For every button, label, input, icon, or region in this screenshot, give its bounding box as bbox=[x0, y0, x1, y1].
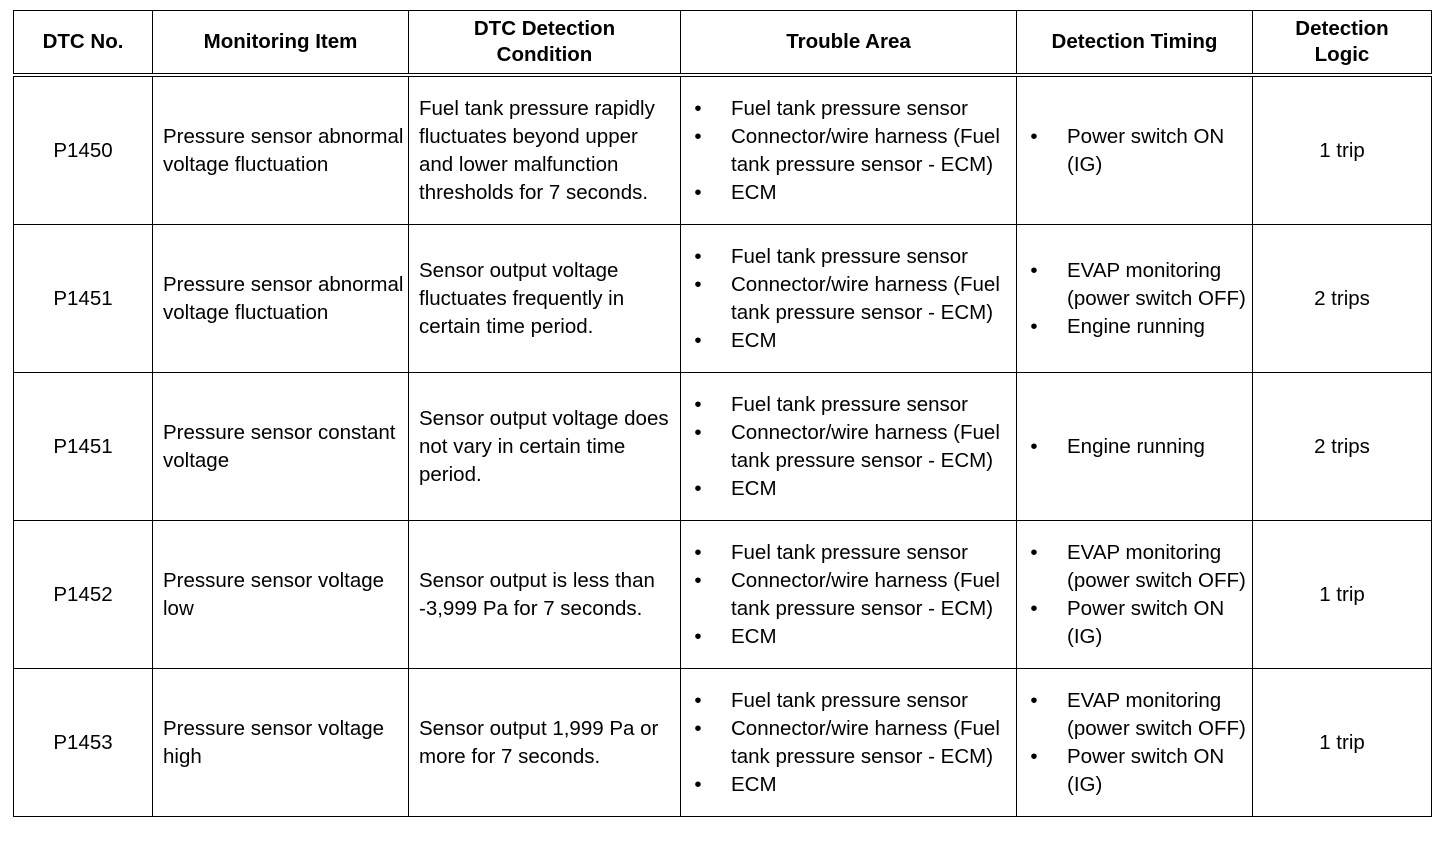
detection-timing-item: EVAP monitoring (power switch OFF) bbox=[1067, 258, 1246, 310]
detection-timing-item: EVAP monitoring (power switch OFF) bbox=[1067, 688, 1246, 740]
bullet-icon: • bbox=[1030, 540, 1038, 564]
detection-timing-list bbox=[1017, 257, 1252, 341]
trouble-area-item: Fuel tank pressure sensor bbox=[731, 688, 969, 712]
bullet-icon: • bbox=[1030, 744, 1038, 768]
bullet-icon: • bbox=[1030, 688, 1038, 712]
table-body bbox=[14, 75, 1432, 817]
detection-timing-list bbox=[1017, 123, 1252, 179]
bullet-icon: • bbox=[694, 392, 702, 416]
list-item bbox=[681, 243, 1016, 271]
detection-logic: 1 trip bbox=[1253, 75, 1432, 225]
detection-condition: Sensor output 1,999 Pa or more for 7 seconds. bbox=[409, 669, 681, 817]
table-row bbox=[14, 75, 1432, 225]
bullet-icon: • bbox=[694, 244, 702, 268]
detection-timing-item: Power switch ON (IG) bbox=[1067, 596, 1225, 648]
list-item bbox=[681, 687, 1016, 715]
trouble-area bbox=[681, 225, 1017, 373]
trouble-area bbox=[681, 521, 1017, 669]
trouble-area-item: Fuel tank pressure sensor bbox=[731, 392, 969, 416]
dtc-code: P1453 bbox=[14, 669, 153, 817]
dtc-table bbox=[13, 10, 1432, 817]
bullet-icon: • bbox=[694, 96, 702, 120]
trouble-area-item: Fuel tank pressure sensor bbox=[731, 540, 969, 564]
trouble-area-item: Connector/wire harness (Fuel tank pressure sensor - ECM) bbox=[731, 272, 1000, 324]
bullet-icon: • bbox=[694, 624, 702, 648]
header-dtc-no: DTC No. bbox=[14, 11, 153, 76]
detection-timing bbox=[1017, 225, 1253, 373]
list-item bbox=[681, 391, 1016, 419]
detection-condition: Sensor output is less than -3,999 Pa for 7 seconds. bbox=[409, 521, 681, 669]
header-detection-condition-label: DTC Detection Condition bbox=[473, 17, 616, 66]
table-row bbox=[14, 225, 1432, 373]
detection-timing-item: Engine running bbox=[1067, 434, 1205, 458]
list-item bbox=[681, 539, 1016, 567]
table-header bbox=[14, 11, 1432, 76]
bullet-icon: • bbox=[694, 772, 702, 796]
list-item bbox=[1017, 433, 1252, 461]
detection-timing bbox=[1017, 373, 1253, 521]
list-item bbox=[1017, 687, 1252, 743]
detection-timing bbox=[1017, 669, 1253, 817]
bullet-icon: • bbox=[694, 568, 702, 592]
monitoring-item: Pressure sensor voltage high bbox=[153, 669, 409, 817]
list-item bbox=[1017, 595, 1252, 651]
list-item bbox=[681, 475, 1016, 503]
trouble-area bbox=[681, 669, 1017, 817]
list-item bbox=[681, 271, 1016, 327]
dtc-code: P1450 bbox=[14, 75, 153, 225]
trouble-area-item: ECM bbox=[731, 772, 777, 796]
trouble-area-list bbox=[681, 95, 1016, 207]
detection-timing-list bbox=[1017, 687, 1252, 799]
header-detection-condition bbox=[409, 11, 681, 76]
dtc-code: P1451 bbox=[14, 225, 153, 373]
dtc-code: P1451 bbox=[14, 373, 153, 521]
monitoring-item: Pressure sensor constant voltage bbox=[153, 373, 409, 521]
detection-timing-item: Power switch ON (IG) bbox=[1067, 744, 1225, 796]
bullet-icon: • bbox=[694, 540, 702, 564]
header-detection-logic-label: Detection Logic bbox=[1295, 17, 1389, 66]
bullet-icon: • bbox=[1030, 124, 1038, 148]
trouble-area bbox=[681, 75, 1017, 225]
header-detection-logic bbox=[1253, 11, 1432, 76]
bullet-icon: • bbox=[1030, 434, 1038, 458]
list-item bbox=[1017, 313, 1252, 341]
trouble-area-item: ECM bbox=[731, 624, 777, 648]
table-row bbox=[14, 373, 1432, 521]
detection-timing-list bbox=[1017, 539, 1252, 651]
list-item bbox=[1017, 743, 1252, 799]
trouble-area-list bbox=[681, 539, 1016, 651]
list-item bbox=[1017, 539, 1252, 595]
header-detection-timing: Detection Timing bbox=[1017, 11, 1253, 76]
list-item bbox=[681, 567, 1016, 623]
trouble-area-item: Fuel tank pressure sensor bbox=[731, 96, 969, 120]
trouble-area-list bbox=[681, 391, 1016, 503]
trouble-area-item: Connector/wire harness (Fuel tank pressure sensor - ECM) bbox=[731, 568, 1000, 620]
detection-logic: 1 trip bbox=[1253, 521, 1432, 669]
trouble-area bbox=[681, 373, 1017, 521]
bullet-icon: • bbox=[694, 124, 702, 148]
bullet-icon: • bbox=[694, 716, 702, 740]
trouble-area-item: Connector/wire harness (Fuel tank pressure sensor - ECM) bbox=[731, 124, 1000, 176]
detection-timing-list bbox=[1017, 433, 1252, 461]
trouble-area-item: Fuel tank pressure sensor bbox=[731, 244, 969, 268]
bullet-icon: • bbox=[694, 180, 702, 204]
detection-logic: 2 trips bbox=[1253, 225, 1432, 373]
detection-timing bbox=[1017, 521, 1253, 669]
trouble-area-item: ECM bbox=[731, 328, 777, 352]
trouble-area-item: ECM bbox=[731, 476, 777, 500]
monitoring-item: Pressure sensor abnormal voltage fluctuation bbox=[153, 75, 409, 225]
trouble-area-list bbox=[681, 687, 1016, 799]
list-item bbox=[681, 771, 1016, 799]
list-item bbox=[681, 123, 1016, 179]
list-item bbox=[681, 327, 1016, 355]
monitoring-item: Pressure sensor voltage low bbox=[153, 521, 409, 669]
list-item bbox=[681, 95, 1016, 123]
bullet-icon: • bbox=[694, 328, 702, 352]
bullet-icon: • bbox=[1030, 314, 1038, 338]
detection-logic: 1 trip bbox=[1253, 669, 1432, 817]
dtc-code: P1452 bbox=[14, 521, 153, 669]
trouble-area-list bbox=[681, 243, 1016, 355]
header-row bbox=[14, 11, 1432, 76]
bullet-icon: • bbox=[694, 476, 702, 500]
bullet-icon: • bbox=[694, 688, 702, 712]
bullet-icon: • bbox=[1030, 596, 1038, 620]
detection-condition: Sensor output voltage does not vary in certain time period. bbox=[409, 373, 681, 521]
bullet-icon: • bbox=[1030, 258, 1038, 282]
header-trouble-area: Trouble Area bbox=[681, 11, 1017, 76]
list-item bbox=[681, 419, 1016, 475]
detection-timing-item: Power switch ON (IG) bbox=[1067, 124, 1225, 176]
trouble-area-item: ECM bbox=[731, 180, 777, 204]
table-row bbox=[14, 669, 1432, 817]
detection-logic: 2 trips bbox=[1253, 373, 1432, 521]
monitoring-item: Pressure sensor abnormal voltage fluctuation bbox=[153, 225, 409, 373]
table-row bbox=[14, 521, 1432, 669]
list-item bbox=[681, 623, 1016, 651]
detection-condition: Sensor output voltage fluctuates frequently in certain time period. bbox=[409, 225, 681, 373]
detection-timing bbox=[1017, 75, 1253, 225]
bullet-icon: • bbox=[694, 272, 702, 296]
detection-condition: Fuel tank pressure rapidly fluctuates beyond upper and lower malfunction thresholds for 7 seconds. bbox=[409, 75, 681, 225]
list-item bbox=[1017, 123, 1252, 179]
detection-timing-item: Engine running bbox=[1067, 314, 1205, 338]
trouble-area-item: Connector/wire harness (Fuel tank pressure sensor - ECM) bbox=[731, 716, 1000, 768]
header-monitoring-item: Monitoring Item bbox=[153, 11, 409, 76]
trouble-area-item: Connector/wire harness (Fuel tank pressure sensor - ECM) bbox=[731, 420, 1000, 472]
list-item bbox=[681, 179, 1016, 207]
detection-timing-item: EVAP monitoring (power switch OFF) bbox=[1067, 540, 1246, 592]
bullet-icon: • bbox=[694, 420, 702, 444]
list-item bbox=[681, 715, 1016, 771]
list-item bbox=[1017, 257, 1252, 313]
